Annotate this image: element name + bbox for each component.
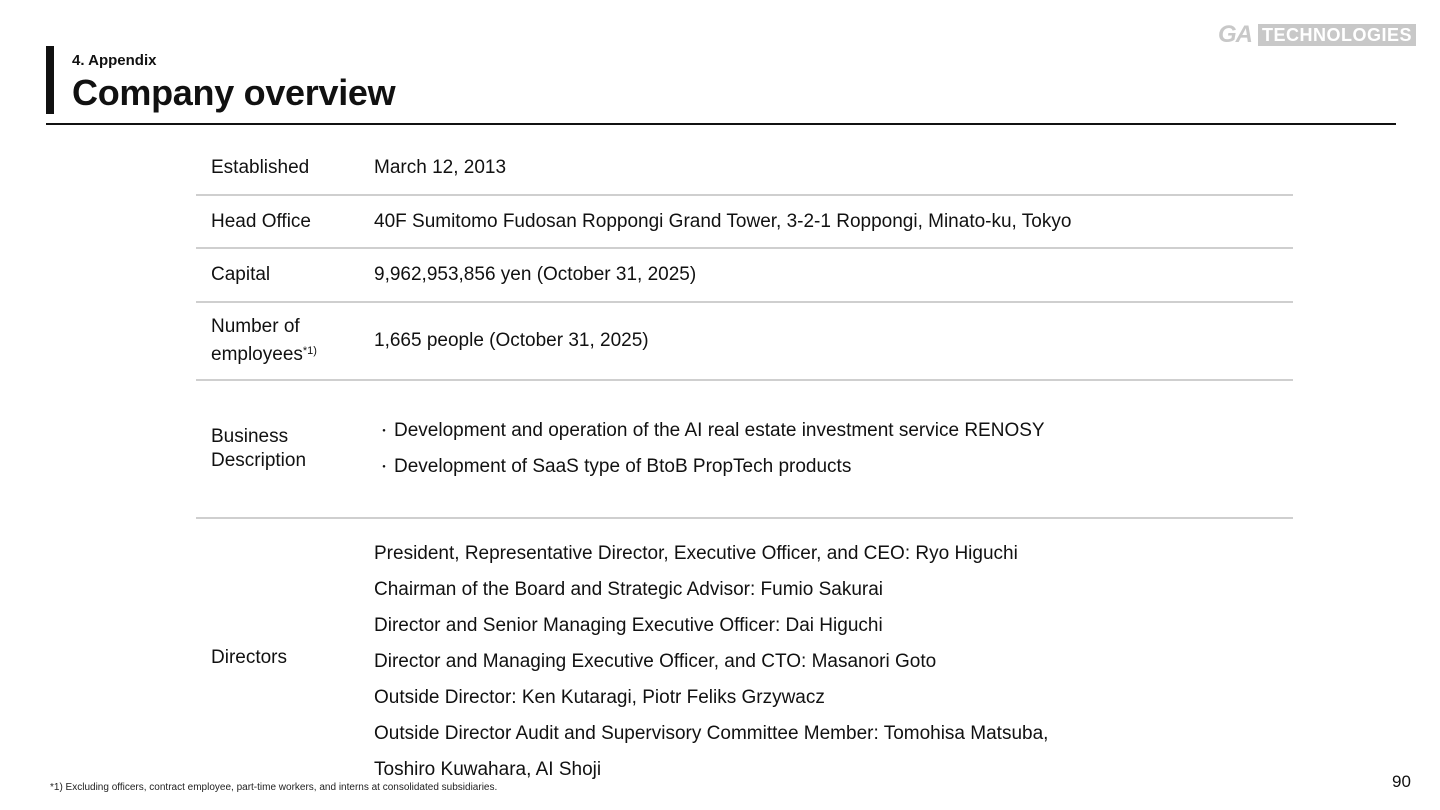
row-label: Head Office <box>211 210 311 232</box>
footnote-marker: *1) <box>302 345 317 357</box>
logo-ga-text: GA <box>1218 21 1252 48</box>
list-item: Chairman of the Board and Strategic Advisor: Fumio Sakurai <box>374 579 884 600</box>
row-label <box>196 381 359 517</box>
list-item: Director and Managing Executive Officer, and CTO: Masanori Goto <box>374 651 937 672</box>
table-row-capital <box>196 249 1293 303</box>
company-logo <box>1218 21 1416 48</box>
logo-technologies-text: TECHNOLOGIES <box>1258 24 1416 46</box>
list-item: ・ Development of SaaS type of BtoB PropTech products <box>374 449 1293 485</box>
footnote: *1) Excluding officers, contract employee, part-time workers, and interns at consolidated subsidiaries. <box>50 782 498 793</box>
row-label: Directors <box>211 647 288 668</box>
list-item: Outside Director Audit and Supervisory Committee Member: Tomohisa Matsuba, <box>374 723 1049 744</box>
title-divider <box>46 123 1396 125</box>
row-label-line: Business <box>211 426 289 447</box>
list-item: ・ Development and operation of the AI real estate investment service RENOSY <box>374 413 1293 449</box>
row-label: Established <box>211 157 310 178</box>
bullet-icon: ・ <box>377 459 391 475</box>
row-value: 9,962,953,856 yen (October 31, 2025) <box>374 264 697 285</box>
table-row-business <box>196 381 1293 519</box>
page-title: Company overview <box>72 72 396 113</box>
table-row-established <box>196 142 1293 196</box>
table-row-head-office <box>196 196 1293 249</box>
row-value: 1,665 people (October 31, 2025) <box>374 330 649 351</box>
section-label: 4. Appendix <box>72 52 157 69</box>
row-label-line: employees <box>211 344 303 365</box>
row-value <box>359 519 1293 780</box>
company-overview-table <box>196 142 1293 780</box>
row-value: March 12, 2013 <box>374 157 507 178</box>
row-label-line: Description <box>211 450 307 471</box>
list-item: President, Representative Director, Executive Officer, and CEO: Ryo Higuchi <box>374 543 1018 564</box>
row-value: 40F Sumitomo Fudosan Roppongi Grand Tower, 3-2-1 Roppongi, Minato-ku, Tokyo <box>374 210 1072 232</box>
row-label-line: Number of <box>211 316 300 337</box>
list-item: Director and Senior Managing Executive Officer: Dai Higuchi <box>374 615 883 636</box>
table-row-directors <box>196 519 1293 780</box>
row-label <box>196 303 359 379</box>
list-item: Toshiro Kuwahara, AI Shoji <box>374 759 602 780</box>
row-value <box>359 381 1293 517</box>
table-row-employees <box>196 303 1293 381</box>
bullet-icon: ・ <box>377 423 391 439</box>
list-item: Outside Director: Ken Kutaragi, Piotr Feliks Grzywacz <box>374 687 825 708</box>
row-label: Capital <box>211 264 271 285</box>
title-accent-bar <box>46 46 54 114</box>
page-number: 90 <box>1392 772 1411 791</box>
